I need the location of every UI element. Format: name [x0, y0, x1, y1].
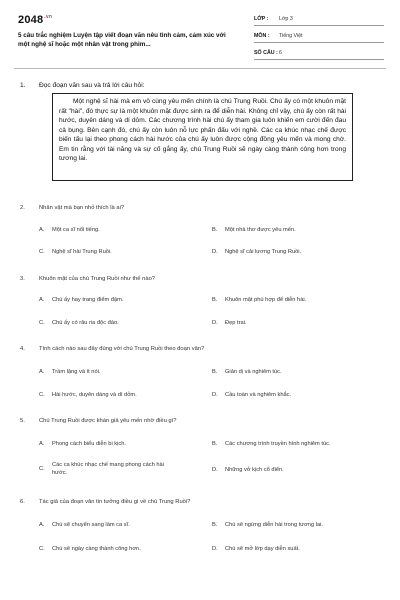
question-number: 4. — [20, 346, 25, 352]
info-key: LỚP : — [254, 15, 269, 22]
answer-option-a[interactable] — [39, 440, 126, 448]
option-text: Trầm lặng và ít nói. — [52, 369, 101, 375]
option-text: Chú sẽ mở lớp dạy diễn xuất. — [225, 546, 300, 552]
page-header — [0, 0, 400, 62]
question-number: 5. — [20, 418, 25, 424]
logo-text: 2048 — [18, 14, 44, 26]
question-text: Tác giả của đoạn văn tin tưởng điều gì về chú Trung Ruồi? — [39, 499, 191, 505]
option-text: Các chương trình truyền hình nghiêm túc. — [225, 441, 331, 447]
option-letter: C. — [39, 249, 45, 255]
question-text: Chú Trung Ruồi được khán giả yêu mến nhờ điều gì? — [39, 418, 177, 424]
answer-option-b[interactable] — [212, 440, 331, 448]
info-row-subject — [254, 29, 384, 43]
option-letter: D. — [212, 546, 218, 552]
info-row-count — [254, 46, 384, 60]
question-title — [20, 82, 386, 89]
answer-option-c[interactable] — [39, 248, 112, 256]
answer-option-b[interactable] — [212, 368, 282, 376]
question-number: 6. — [20, 499, 25, 505]
info-key: SỐ CÂU : — [254, 49, 278, 56]
info-row-class — [254, 12, 384, 26]
question-text: Nhân vật mà bạn nhỏ thích là ai? — [39, 205, 125, 211]
info-value: 6 — [279, 49, 282, 56]
option-text: Những vở kịch cổ điển. — [225, 467, 284, 473]
answer-option-b[interactable] — [212, 226, 296, 234]
header-divider — [14, 68, 386, 69]
answer-option-b[interactable] — [212, 521, 323, 529]
option-text: Chú sẽ ngày càng thành công hơn. — [52, 546, 141, 552]
question-text: Khuôn mặt của chú Trung Ruồi như thế nào? — [39, 276, 156, 282]
answer-option-d[interactable] — [212, 466, 284, 474]
option-text: Chú sẽ chuyển sang làm ca sĩ. — [52, 522, 130, 528]
reading-passage: Một nghệ sĩ hài mà em vô cùng yêu mến chính là chú Trung Ruồi. Chú ấy có một khuôn mặt rất "hài", đó thực sự là một khuôn mặt được sinh ra để diễn hài. Không chỉ vậy, chú ấy còn rất hài hước, duyên dáng và dí dỏm. Các chương trình hài chú ấy tham gia luôn khiến em cười đến đau cả bụng. Bên cạnh đó, chú ấy còn luôn nỗ lực phấn đấu với nghề. Các ca khúc nhạc chế được biến tấu lại theo phong cách hài hước của chú ấy luôn được cộng đồng yêu mến và mong chờ. Em tin rằng với tài năng và sự cố gắng ấy, chú Trung Ruồi sẽ ngày càng thành công hơn trong tương lai. — [52, 93, 353, 181]
answer-option-a[interactable] — [39, 368, 100, 376]
option-letter: C. — [39, 392, 45, 398]
logo-suffix: .vn — [44, 14, 53, 20]
question-title — [20, 499, 386, 505]
option-letter: A. — [39, 522, 45, 528]
answer-option-d[interactable] — [212, 248, 301, 256]
option-text: Hài hước, duyên dáng và dí dỏm. — [52, 392, 137, 398]
answer-option-d[interactable] — [212, 319, 247, 327]
option-text: Giản dị và nghiêm túc. — [225, 369, 282, 375]
option-text: Nghệ sĩ cải lương Trung Ruồi. — [225, 249, 302, 255]
option-text: Cầu toàn và nghiêm khắc. — [225, 392, 292, 398]
option-letter: B. — [212, 369, 218, 375]
answer-option-c[interactable] — [39, 391, 137, 399]
question-number: 1. — [20, 82, 26, 89]
info-panel — [254, 12, 384, 63]
option-text: Nghệ sĩ hài Trung Ruồi. — [52, 249, 112, 255]
question-title — [20, 276, 386, 282]
question-6 — [20, 499, 386, 505]
option-text: Đẹp trai. — [225, 320, 247, 326]
question-title — [20, 205, 386, 211]
option-letter: B. — [212, 441, 218, 447]
question-text: Tính cách nào sau đây đúng với chú Trung Ruồi theo đoạn văn? — [39, 346, 205, 352]
site-logo[interactable] — [18, 14, 52, 26]
question-number: 3. — [20, 276, 25, 282]
question-4 — [20, 346, 386, 352]
answer-option-b[interactable] — [212, 296, 306, 304]
option-letter: A. — [39, 227, 45, 233]
option-text: Một nhà thơ được yêu mến. — [225, 227, 296, 233]
question-1 — [20, 82, 386, 89]
option-letter: D. — [212, 392, 218, 398]
question-title — [20, 346, 386, 352]
info-key: MÔN : — [254, 32, 270, 39]
info-value: Lớp 3 — [279, 15, 293, 22]
answer-option-c[interactable] — [39, 319, 119, 327]
answer-option-a[interactable] — [39, 226, 100, 234]
option-letter: D. — [212, 467, 218, 473]
option-letter: D. — [212, 249, 218, 255]
option-letter: C. — [39, 320, 45, 326]
info-value: Tiếng Việt — [279, 32, 303, 39]
option-letter: B. — [212, 297, 218, 303]
option-letter: A. — [39, 297, 45, 303]
question-number: 2. — [20, 205, 25, 211]
option-text: Khuôn mặt phù hợp để diễn hài. — [225, 297, 307, 303]
option-text: Chú ấy có râu ria độc đáo. — [52, 320, 119, 326]
option-letter: A. — [39, 369, 45, 375]
option-text: Một ca sĩ nổi tiếng. — [52, 227, 100, 233]
answer-option-d[interactable] — [212, 391, 291, 399]
answer-option-d[interactable] — [212, 545, 300, 553]
answer-option-c[interactable] — [39, 545, 141, 553]
option-text: Chú sẽ ngừng diễn hài trong tương lai. — [225, 522, 323, 528]
question-3 — [20, 276, 386, 282]
answer-option-c[interactable] — [39, 461, 172, 477]
question-text: Đọc đoạn văn sau và trả lời câu hỏi: — [39, 82, 145, 89]
question-5 — [20, 418, 386, 424]
option-text: Các ca khúc nhạc chế mang phong cách hài hước. — [52, 462, 164, 476]
document-title: 5 câu trắc nghiệm Luyện tập viết đoạn văn nêu tình cảm, cảm xúc với một nghệ sĩ hoặc một nhân vật trong phim... — [18, 32, 226, 48]
option-text: Phong cách biểu diễn bi kịch. — [52, 441, 126, 447]
option-letter: C. — [39, 546, 45, 552]
question-title — [20, 418, 386, 424]
option-letter: C. — [39, 466, 45, 472]
question-2 — [20, 205, 386, 211]
option-letter: B. — [212, 227, 218, 233]
option-letter: A. — [39, 441, 45, 447]
option-letter: B. — [212, 522, 218, 528]
answer-option-a[interactable] — [39, 296, 123, 304]
answer-option-a[interactable] — [39, 521, 130, 529]
option-letter: D. — [212, 320, 218, 326]
option-text: Chú ấy hay trang điểm đậm. — [52, 297, 124, 303]
